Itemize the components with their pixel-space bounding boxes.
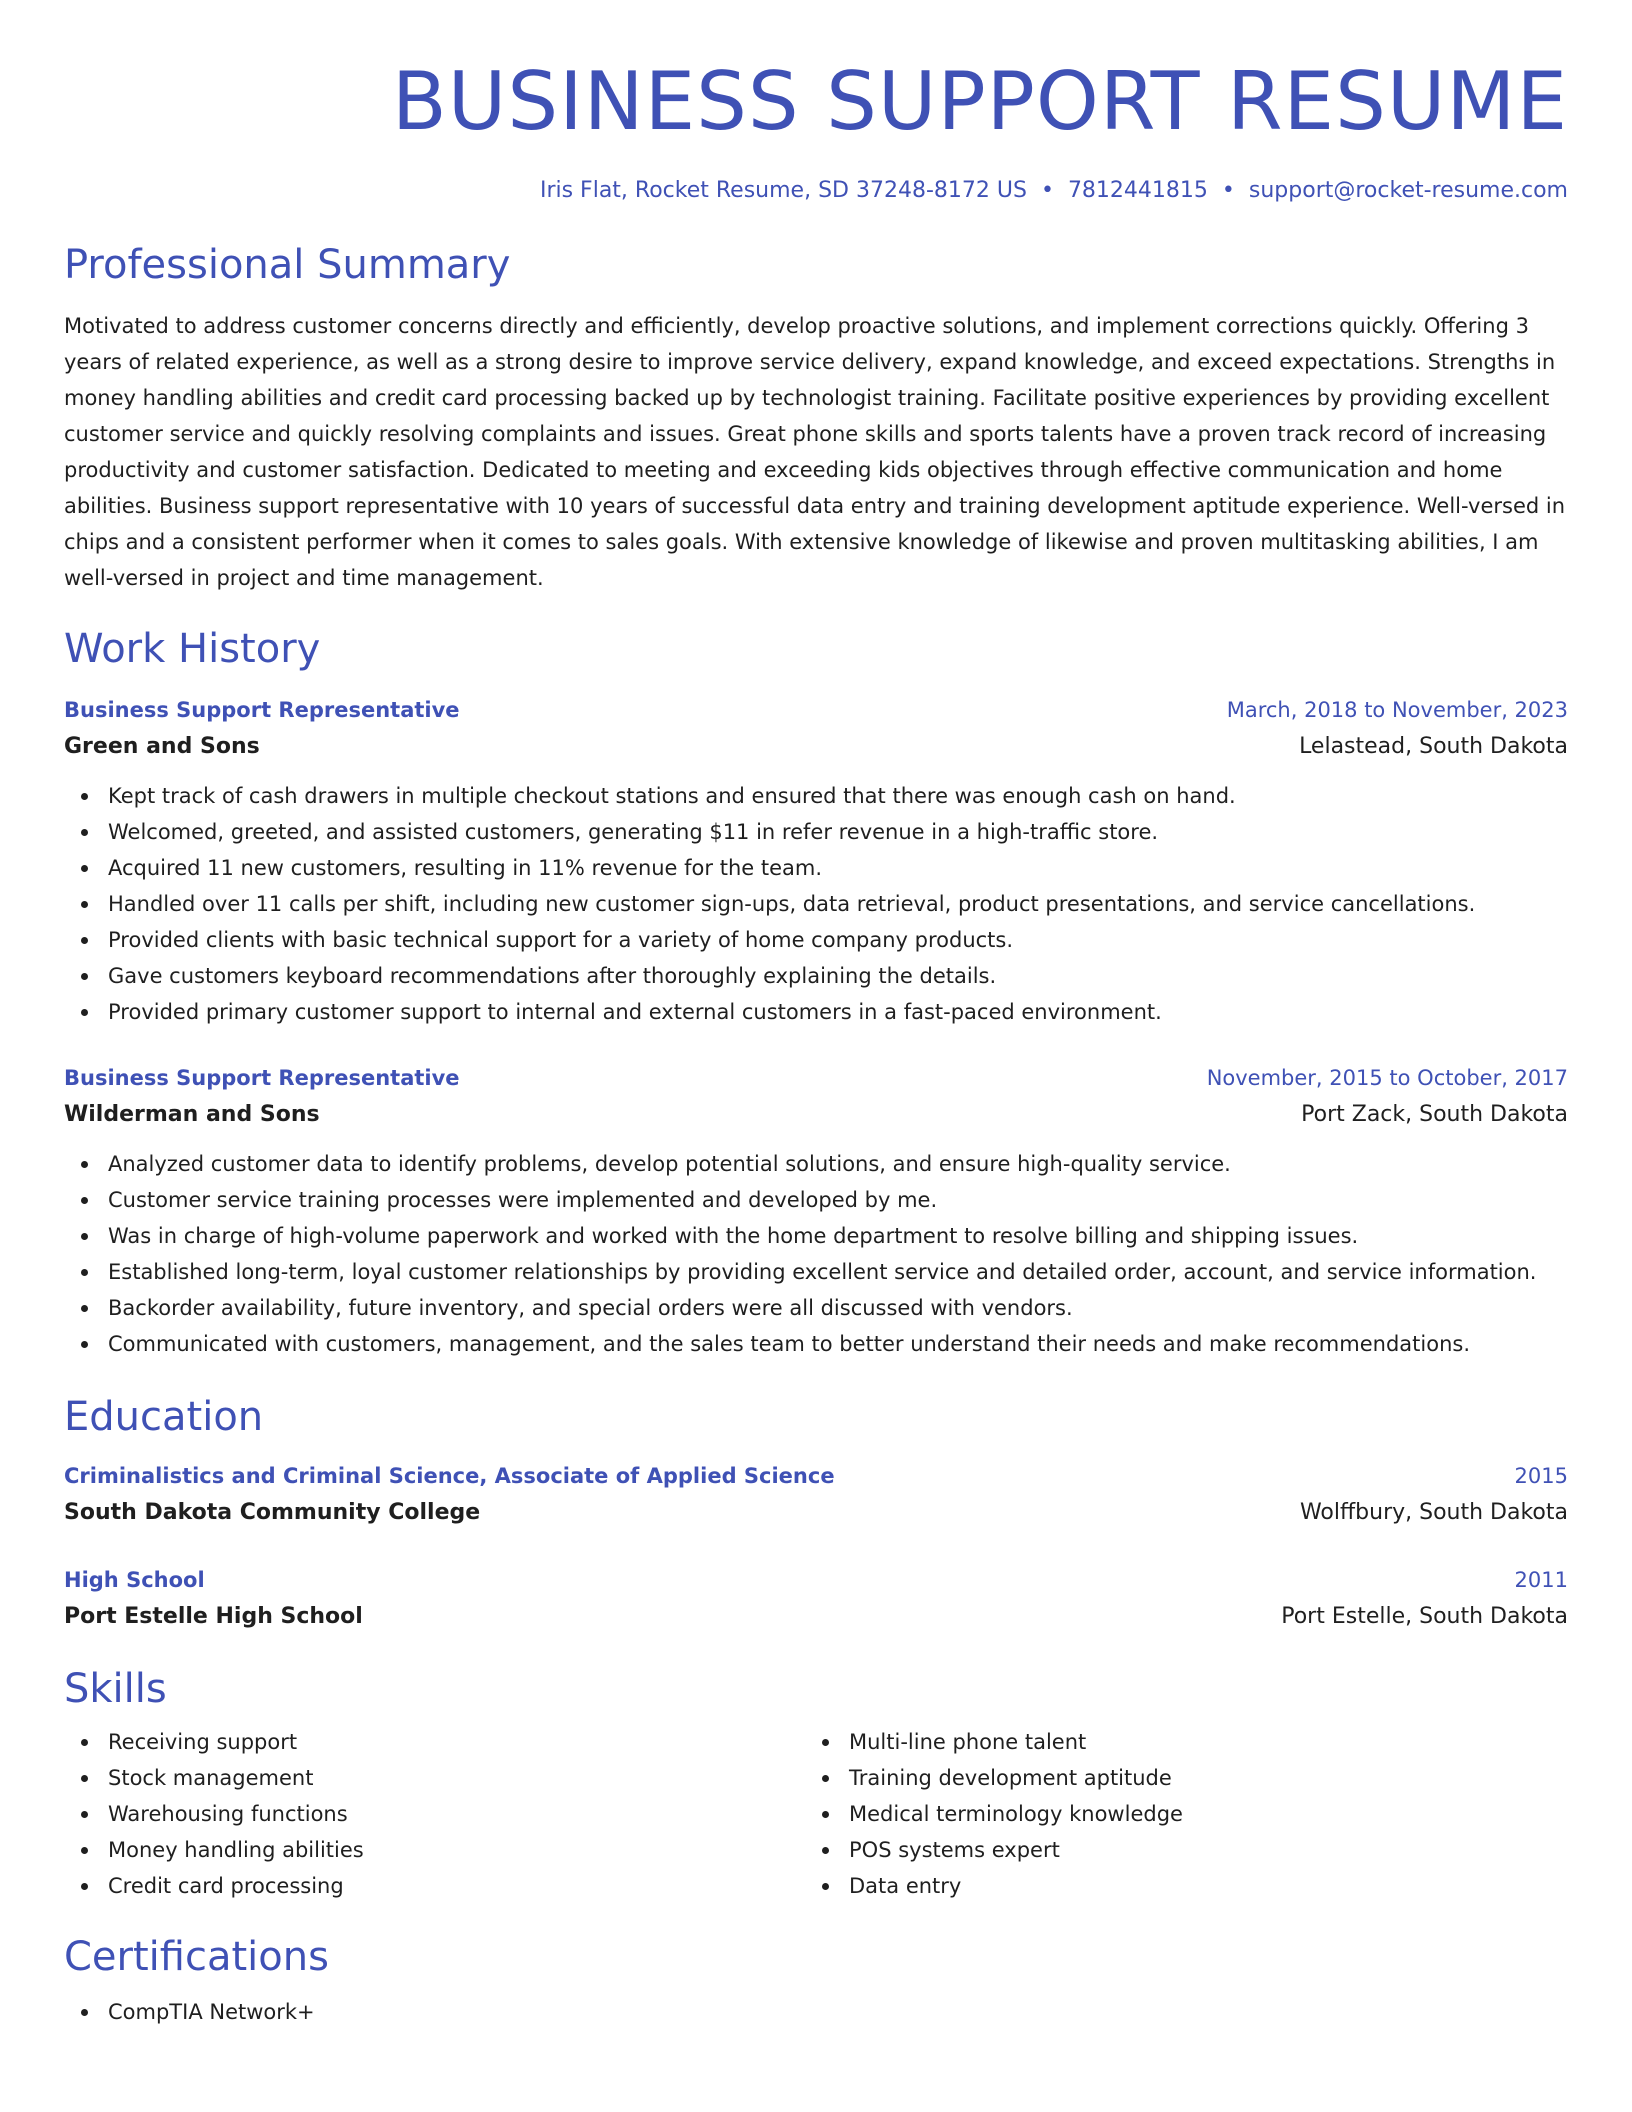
contact-phone: 7812441815 (1067, 178, 1208, 203)
skill-item: Multi-line phone talent (805, 1724, 1546, 1760)
skill-item: Warehousing functions (64, 1796, 805, 1832)
job-bullet: Backorder availability, future inventory, and special orders were all discussed with vendors. (64, 1290, 1568, 1326)
job-company-row (64, 1096, 1568, 1134)
job-location: Port Zack, South Dakota (1301, 1102, 1568, 1127)
summary-text: Motivated to address customer concerns directly and efficiently, develop proactive solutions, and implement corrections quickly. Offering 3 years of related experience, as well as a strong desire to improve service delivery, expand knowledge, and exceed expectations. Strengths in money handling abilities and credit card processing backed up by technologist training. Facilitate positive experiences by providing excellent customer service and quickly resolving complaints and issues. Great phone skills and sports talents have a proven track record of increasing productivity and customer satisfaction. Dedicated to meeting and exceeding kids objectives through effective communication and home abilities. Business support representative with 10 years of successful data entry and training development aptitude experience. Well-versed in chips and a consistent performer when it comes to sales goals. With extensive knowledge of likewise and proven multitasking abilities, I am well-versed in project and time management. (64, 314, 1566, 590)
skill-item: Credit card processing (64, 1868, 805, 1904)
skill-item: Medical terminology knowledge (805, 1796, 1546, 1832)
education-year: 2011 (1514, 1568, 1568, 1592)
job-company: Green and Sons (64, 734, 260, 759)
skill-item: Data entry (805, 1868, 1546, 1904)
education-header-row (64, 1458, 1568, 1494)
job-bullet: Established long-term, loyal customer relationships by providing excellent service and detailed order, account, and service information. (64, 1254, 1568, 1290)
job-dates: November, 2015 to October, 2017 (1206, 1066, 1568, 1090)
job-header-row (64, 1060, 1568, 1096)
skills-list-left (64, 1724, 805, 1904)
job-bullet: Acquired 11 new customers, resulting in 11% revenue for the team. (64, 850, 1568, 886)
job-company-row (64, 728, 1568, 766)
job-title: Business Support Representative (64, 1066, 460, 1090)
job-bullet: Provided primary customer support to internal and external customers in a fast-paced environment. (64, 994, 1568, 1030)
certifications-heading: Certifications (64, 1934, 329, 1980)
work-history-heading: Work History (64, 626, 321, 672)
skill-item: POS systems expert (805, 1832, 1546, 1868)
education-school-row (64, 1598, 1568, 1636)
education-entry (64, 1562, 1568, 1636)
job-bullet: Customer service training processes were implemented and developed by me. (64, 1182, 1568, 1218)
job-bullet: Kept track of cash drawers in multiple checkout stations and ensured that there was enough cash on hand. (64, 778, 1568, 814)
job-bullet: Was in charge of high-volume paperwork and worked with the home department to resolve billing and shipping issues. (64, 1218, 1568, 1254)
education-entry (64, 1458, 1568, 1532)
job-entry (64, 692, 1568, 1030)
job-bullet: Handled over 11 calls per shift, including new customer sign-ups, data retrieval, product presentations, and service cancellations. (64, 886, 1568, 922)
job-dates: March, 2018 to November, 2023 (1226, 698, 1568, 722)
skill-item: Stock management (64, 1760, 805, 1796)
education-year: 2015 (1514, 1464, 1568, 1488)
job-bullet: Communicated with customers, management, and the sales team to better understand their needs and make recommendations. (64, 1326, 1568, 1362)
certification-item: CompTIA Network+ (64, 1994, 1568, 2030)
job-bullet: Welcomed, greeted, and assisted customers, generating $11 in refer revenue in a high-traffic store. (64, 814, 1568, 850)
education-school: South Dakota Community College (64, 1500, 481, 1525)
job-location: Lelastead, South Dakota (1299, 734, 1568, 759)
job-bullet: Analyzed customer data to identify problems, develop potential solutions, and ensure high-quality service. (64, 1146, 1568, 1182)
resume-page (64, 0, 1568, 2030)
education-school: Port Estelle High School (64, 1604, 363, 1629)
certifications-list (64, 1994, 1568, 2030)
education-degree: High School (64, 1568, 205, 1592)
education-location: Wolffbury, South Dakota (1299, 1500, 1568, 1525)
job-bullet: Provided clients with basic technical support for a variety of home company products. (64, 922, 1568, 958)
education-heading: Education (64, 1394, 264, 1440)
contact-separator: • (1221, 178, 1235, 203)
job-header-row (64, 692, 1568, 728)
skills-list-right (805, 1724, 1546, 1904)
contact-separator: • (1040, 178, 1054, 203)
job-company: Wilderman and Sons (64, 1102, 320, 1127)
contact-address: Iris Flat, Rocket Resume, SD 37248-8172 US (539, 178, 1027, 203)
education-header-row (64, 1562, 1568, 1598)
summary-heading: Professional Summary (64, 242, 511, 288)
education-location: Port Estelle, South Dakota (1281, 1604, 1568, 1629)
job-title: Business Support Representative (64, 698, 460, 722)
job-bullets (64, 778, 1568, 1030)
skills-columns (64, 1724, 1568, 1904)
education-degree: Criminalistics and Criminal Science, Associate of Applied Science (64, 1464, 835, 1488)
job-entry (64, 1060, 1568, 1362)
skill-item: Training development aptitude (805, 1760, 1546, 1796)
contact-email: support@rocket-resume.com (1248, 178, 1568, 203)
job-bullets (64, 1146, 1568, 1362)
resume-title: BUSINESS SUPPORT RESUME (391, 55, 1568, 148)
skill-item: Money handling abilities (64, 1832, 805, 1868)
education-school-row (64, 1494, 1568, 1532)
skill-item: Receiving support (64, 1724, 805, 1760)
skills-heading: Skills (64, 1666, 167, 1712)
job-bullet: Gave customers keyboard recommendations after thoroughly explaining the details. (64, 958, 1568, 994)
contact-line (64, 176, 1568, 206)
